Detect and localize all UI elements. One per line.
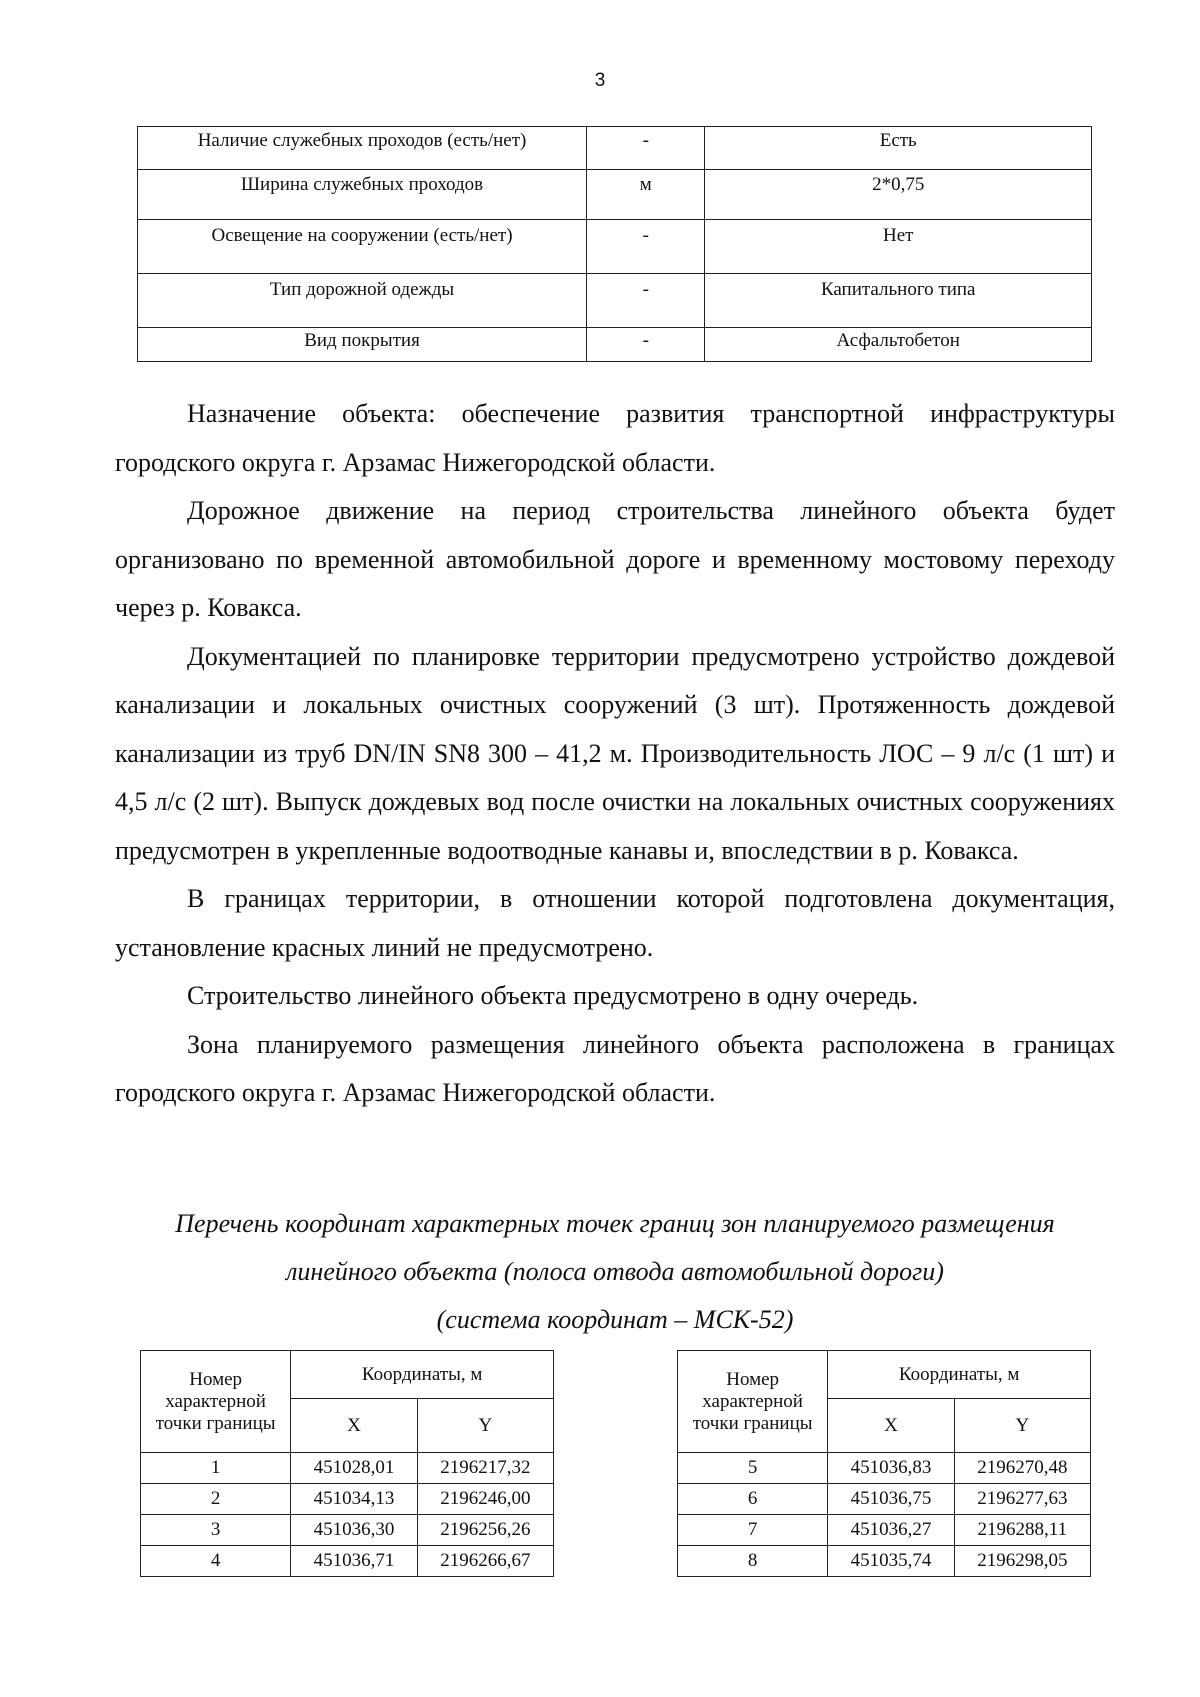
property-value: Капитального типа <box>705 274 1092 328</box>
y-value: 2196288,11 <box>954 1515 1090 1546</box>
property-value: Асфальтобетон <box>705 328 1092 362</box>
y-value: 2196246,00 <box>417 1484 553 1515</box>
property-unit: - <box>587 127 705 170</box>
x-value: 451034,13 <box>291 1484 417 1515</box>
caption-line: Перечень координат характерных точек границ зон планируемого размещения <box>175 1209 1055 1238</box>
point-number: 2 <box>141 1484 291 1515</box>
table-row <box>678 1484 1091 1515</box>
paragraph-traffic: Дорожное движение на период строительства линейного объекта будет организовано по временной автомобильной дороге и временному мостовому переходу через р. Ковакса. <box>115 496 1115 622</box>
x-header: X <box>828 1399 954 1453</box>
caption-line: (система координат – МСК-52) <box>436 1305 794 1334</box>
property-name: Наличие служебных проходов (есть/нет) <box>138 127 587 170</box>
y-header: Y <box>417 1399 553 1453</box>
property-value: Нет <box>705 220 1092 274</box>
x-value: 451028,01 <box>291 1453 417 1484</box>
property-name: Освещение на сооружении (есть/нет) <box>138 220 587 274</box>
property-value: Есть <box>705 127 1092 170</box>
x-value: 451036,30 <box>291 1515 417 1546</box>
property-unit: - <box>587 274 705 328</box>
page-number: 3 <box>594 70 606 91</box>
table-row <box>138 328 1092 362</box>
x-value: 451036,27 <box>828 1515 954 1546</box>
point-number-header: Номер характерной точки границы <box>678 1351 828 1453</box>
paragraph-purpose: Назначение объекта: обеспечение развития транспортной инфраструктуры городского округа г. Арзамас Нижегородской области. <box>115 399 1115 477</box>
x-value: 451035,74 <box>828 1546 954 1577</box>
table-row <box>138 220 1092 274</box>
table-row <box>138 274 1092 328</box>
y-value: 2196298,05 <box>954 1546 1090 1577</box>
property-name: Ширина служебных проходов <box>138 170 587 220</box>
y-value: 2196217,32 <box>417 1453 553 1484</box>
y-value: 2196256,26 <box>417 1515 553 1546</box>
point-number-header: Номер характерной точки границы <box>141 1351 291 1453</box>
table-row <box>141 1453 554 1484</box>
table-row <box>138 170 1092 220</box>
property-unit: - <box>587 220 705 274</box>
coordinates-caption <box>100 1200 1130 1344</box>
paragraph-red-lines: В границах территории, в отношении которой подготовлена документация, установление красных линий не предусмотрено. <box>115 884 1115 962</box>
point-number: 6 <box>678 1484 828 1515</box>
x-value: 451036,71 <box>291 1546 417 1577</box>
x-header: X <box>291 1399 417 1453</box>
point-number: 7 <box>678 1515 828 1546</box>
paragraph-drainage: Документацией по планировке территории предусмотрено устройство дождевой канализации и локальных очистных сооружений (3 шт). Протяженность дождевой канализации из труб DN/IN SN8 300 – 41,2 м. Производительность ЛОС – 9 л/с (1 шт) и 4,5 л/с (2 шт). Выпуск дождевых вод после очистки на локальных очистных сооружениях предусмотрен в укрепленные водоотводные канавы и, впоследствии в р. Ковакса. <box>115 641 1115 865</box>
y-value: 2196277,63 <box>954 1484 1090 1515</box>
x-value: 451036,83 <box>828 1453 954 1484</box>
table-row <box>141 1515 554 1546</box>
point-number: 3 <box>141 1515 291 1546</box>
point-number: 5 <box>678 1453 828 1484</box>
y-value: 2196266,67 <box>417 1546 553 1577</box>
property-value: 2*0,75 <box>705 170 1092 220</box>
point-number: 8 <box>678 1546 828 1577</box>
point-number: 1 <box>141 1453 291 1484</box>
table-row <box>678 1515 1091 1546</box>
table-row <box>138 127 1092 170</box>
point-number: 4 <box>141 1546 291 1577</box>
table-row <box>141 1546 554 1577</box>
property-unit: - <box>587 328 705 362</box>
property-name: Вид покрытия <box>138 328 587 362</box>
paragraph-zone: Зона планируемого размещения линейного объекта расположена в границах городского округа г. Арзамас Нижегородской области. <box>115 1029 1115 1107</box>
table-row <box>141 1484 554 1515</box>
properties-table <box>137 126 1092 362</box>
table-row <box>678 1546 1091 1577</box>
coordinates-table-left <box>140 1350 554 1577</box>
body-text <box>115 390 1115 1118</box>
caption-line: линейного объекта (полоса отвода автомобильной дороги) <box>286 1257 944 1286</box>
y-value: 2196270,48 <box>954 1453 1090 1484</box>
coordinates-header: Координаты, м <box>291 1351 554 1399</box>
x-value: 451036,75 <box>828 1484 954 1515</box>
paragraph-construction-stage: Строительство линейного объекта предусмотрено в одну очередь. <box>187 981 919 1010</box>
y-header: Y <box>954 1399 1090 1453</box>
coordinates-header: Координаты, м <box>828 1351 1091 1399</box>
property-name: Тип дорожной одежды <box>138 274 587 328</box>
table-row <box>678 1453 1091 1484</box>
coordinates-table-right <box>677 1350 1091 1577</box>
property-unit: м <box>587 170 705 220</box>
